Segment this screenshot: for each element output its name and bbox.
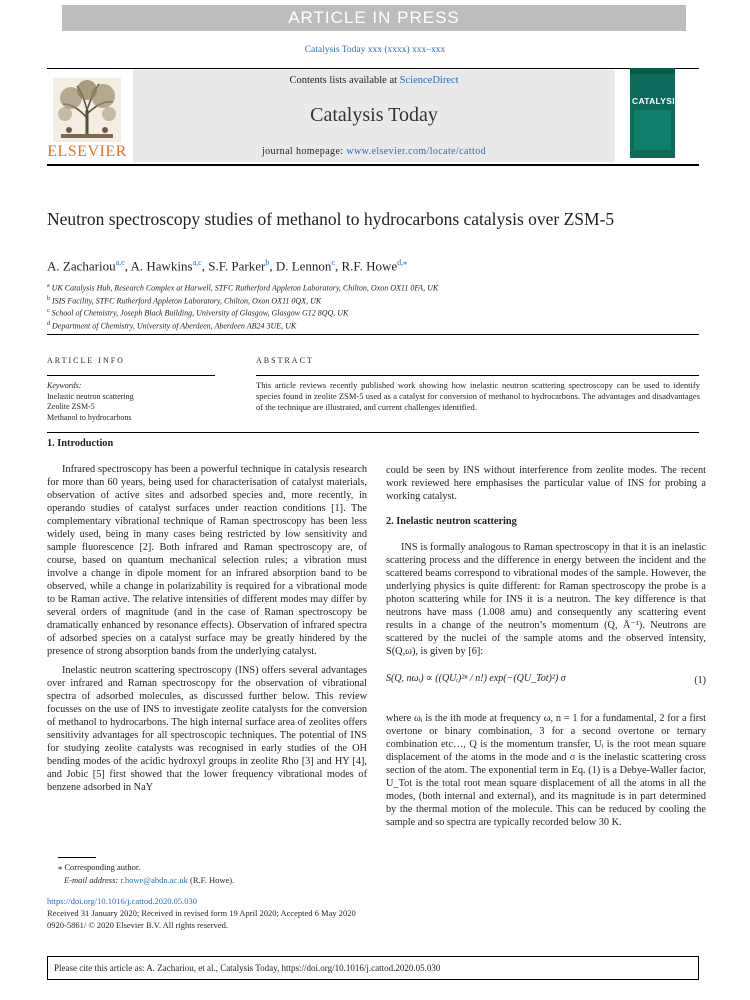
elsevier-wordmark: ELSEVIER xyxy=(47,143,127,160)
section-heading-ins: 2. Inelastic neutron scattering xyxy=(386,516,517,527)
author-name: D. Lennon xyxy=(275,258,332,274)
author-affiliation-marker[interactable]: d,⁎ xyxy=(397,258,408,267)
article-history: Received 31 January 2020; Received in revised form 19 April 2020; Accepted 6 May 2020 xyxy=(47,908,356,918)
affiliation-text: Department of Chemistry, University of Aberdeen, Aberdeen AB24 3UE, UK xyxy=(50,321,297,331)
sciencedirect-link[interactable]: ScienceDirect xyxy=(399,75,459,86)
affiliation-text: School of Chemistry, Joseph Black Building, University of Glasgow, Glasgow G12 8QQ, UK xyxy=(49,308,349,318)
abstract-text: This article reviews recently published work showing how inelastic neutron scattering spectroscopy can be used to identify species found in zeolite ZSM-5 used as a catalyst for conversion of methanol to hydrocarbons. The advantages and disadvantages of the technique are illustrated, and current challenges identified. xyxy=(256,380,700,412)
affiliation-item xyxy=(47,306,697,319)
ins-paragraph-1: INS is formally analogous to Raman spectroscopy in that it is an inelastic scattering process and the difference in energy between the incident and the scattered beams correspond to vibrational modes of the sample. However, the underlying physics is quite different: for Raman spectroscopy the probe is a photon scattering while for INS it is a neutron. The key difference is that neutrons have mass (1.008 amu) and consequently any scattering event results in a change of the neutron’s momentum (Q, Å⁻¹). Neutrons are scattered by the nuclei of the sample atoms and the observed intensity, S(Q,ω), is given by [6]: xyxy=(386,542,706,657)
masthead-top-rule xyxy=(47,68,699,69)
affiliation-text: ISIS Facility, STFC Rutherford Appleton Laboratory, Chilton, Oxon OX11 0QX, UK xyxy=(50,296,322,306)
email-suffix: (R.F. Howe). xyxy=(187,875,235,885)
author-affiliation-marker[interactable]: b xyxy=(265,258,270,267)
doi-block xyxy=(47,895,497,931)
ins-paragraph-2: where ωᵢ is the ith mode at frequency ω, n = 1 for a fundamental, 2 for a first overtone or binary combination, 3 for a second overtone or ternary combination etc…, Q is the momentum transfer, Uᵢ is the root mean square displacement of the atoms in the mode and σ is the inelastic scattering cross section of the atom. The exponential term in Eq. (1) is a Debye-Waller factor, U_Tot is the total root mean square displacement of all the atoms in all the modes, (both internal and external), and its magnitude is in part determined by the thermal motion of the molecule. This can be reduced by cooling the sample and so spectra are typically recorded below 30 K. xyxy=(386,713,706,828)
left-column xyxy=(47,437,367,800)
author-affiliation-marker[interactable]: a,c xyxy=(115,258,125,267)
keyword-item: Zeolite ZSM-5 xyxy=(47,402,95,412)
intro-paragraph-2: Inelastic neutron scattering spectroscopy (INS) offers several advantages over infrared and Raman spectroscopy for the observation of vibrational spectra of adsorbed molecules, as discussed further below. This review focusses on the use of INS to investigate zeolite catalysts for the conversion of methanol to hydrocarbons. The high internal surface area of zeolites offers sensitivity advantages for all spectroscopic techniques. The potential of INS for studying zeolite catalysts was recognised in early studies of the OH bending modes of the acidic hydroxyl groups in zeolite Rho [3] and HY [4], and Jobic [5] first showed that the lower frequency vibrational modes of benzene adsorbed in NaY xyxy=(47,665,367,793)
author-affiliation-marker[interactable]: c xyxy=(331,258,335,267)
cover-art xyxy=(630,68,675,158)
journal-name: Catalysis Today xyxy=(310,104,438,126)
corresponding-author-label: ⁎ Corresponding author. xyxy=(58,862,141,872)
article-in-press-banner: ARTICLE IN PRESS xyxy=(62,5,686,31)
corresponding-author-footnote xyxy=(58,861,458,887)
author-separator: , xyxy=(335,258,342,274)
equation-body: S(Q, nωᵢ) ∝ ((QUᵢ)²ⁿ / n!) exp(−(QU_Tot)²) σ xyxy=(386,673,566,684)
affiliation-item xyxy=(47,281,697,294)
contents-prefix: Contents lists available at xyxy=(289,75,400,86)
keyword-item: Methanol to hydrocarbons xyxy=(47,413,132,423)
intro-paragraph-1: Infrared spectroscopy has been a powerful technique in catalysis research for more than 60 years, being used for characterisation of catalyst materials, observation of active sites and adsorbed species and, more recently, in operando studies of catalyst surfaces under reaction conditions [1]. The complementary vibrational technique of Raman spectroscopy has been less widely used, being in many cases being restricted by low sensitivity and sample fluorescence [2]. Both infrared and Raman spectroscopy are, of course, based on quantum mechanical selection rules; a vibration must involve a change in dipole moment for an infrared absorption band to be observed, while a change in polarizability is required for a vibrational mode to be Raman active. The relative intensities of different modes may differ by several orders of magnitude (and in the case of Raman spectroscopy be dramatically enhanced by resonance effects). Observation of infrared spectra of adsorbed species on a catalyst surface may be greatly hindered by the presence of strong absorption bands from the underlying catalyst. xyxy=(47,464,367,657)
affiliation-marker: a xyxy=(47,283,50,289)
author-separator: , xyxy=(201,258,209,274)
right-column xyxy=(386,464,706,835)
affiliation-text: UK Catalysis Hub, Research Complex at Harwell, STFC Rutherford Appleton Laboratory, Chilton, Oxon OX11 0FA, UK xyxy=(49,283,439,293)
author-name: A. Hawkins xyxy=(130,258,193,274)
affiliation-marker: b xyxy=(47,295,50,302)
paper-title: Neutron spectroscopy studies of methanol to hydrocarbons catalysis over ZSM-5 xyxy=(47,209,615,229)
copyright-line: 0920-5861/ © 2020 Elsevier B.V. All rights reserved. xyxy=(47,920,229,930)
affiliations xyxy=(47,281,697,332)
article-info-bottom-rule xyxy=(47,432,699,433)
abstract-label: ABSTRACT xyxy=(256,356,314,365)
affiliation-item xyxy=(47,319,697,332)
homepage-prefix: journal homepage: xyxy=(261,146,347,157)
equation-1 xyxy=(386,664,706,706)
author-name: R.F. Howe xyxy=(341,258,398,274)
masthead-bottom-rule xyxy=(47,164,699,166)
abstract-rule xyxy=(256,375,699,376)
journal-cover-thumbnail[interactable] xyxy=(630,68,681,158)
affiliation-marker: c xyxy=(47,308,50,315)
cover-title: CATALYSIS xyxy=(632,96,681,106)
email-line xyxy=(58,874,458,887)
author-list xyxy=(47,258,697,274)
affiliation-marker: d xyxy=(47,320,50,327)
section-divider xyxy=(47,334,699,335)
homepage-link[interactable]: www.elsevier.com/locate/cattod xyxy=(346,146,487,157)
doi-link[interactable]: https://doi.org/10.1016/j.cattod.2020.05.030 xyxy=(47,896,198,906)
article-info-rule xyxy=(47,375,215,376)
author-name: A. Zachariou xyxy=(47,258,116,274)
intro-paragraph-continued: could be seen by INS without interference from zeolite modes. The recent work reviewed here emphasises the particular value of INS for probing a working catalyst. xyxy=(386,465,706,502)
author-name: S.F. Parker xyxy=(208,258,266,274)
footnote-rule xyxy=(58,857,96,858)
affiliation-item xyxy=(47,294,697,307)
email-link[interactable]: r.howe@abdn.ac.uk xyxy=(120,875,188,885)
article-info-label: ARTICLE INFO xyxy=(47,356,125,365)
keyword-item: Inelastic neutron scattering xyxy=(47,391,134,401)
contents-available-line xyxy=(133,75,615,86)
keywords-block xyxy=(47,381,217,424)
section-heading-introduction: 1. Introduction xyxy=(47,438,114,449)
citation-box: Please cite this article as: A. Zachariou, et al., Catalysis Today, https://doi.org/10.1016/j.cattod.2020.05.030 xyxy=(47,956,699,980)
author-separator: , xyxy=(124,258,131,274)
author-separator: , xyxy=(269,258,276,274)
author-affiliation-marker[interactable]: a,c xyxy=(192,258,202,267)
journal-homepage-line xyxy=(133,146,615,157)
equation-number: (1) xyxy=(694,675,706,686)
keywords-label: Keywords: xyxy=(47,381,82,390)
email-label: E-mail address: xyxy=(64,875,121,885)
journal-reference-link[interactable]: Catalysis Today xxx (xxxx) xxx–xxx xyxy=(304,45,446,55)
